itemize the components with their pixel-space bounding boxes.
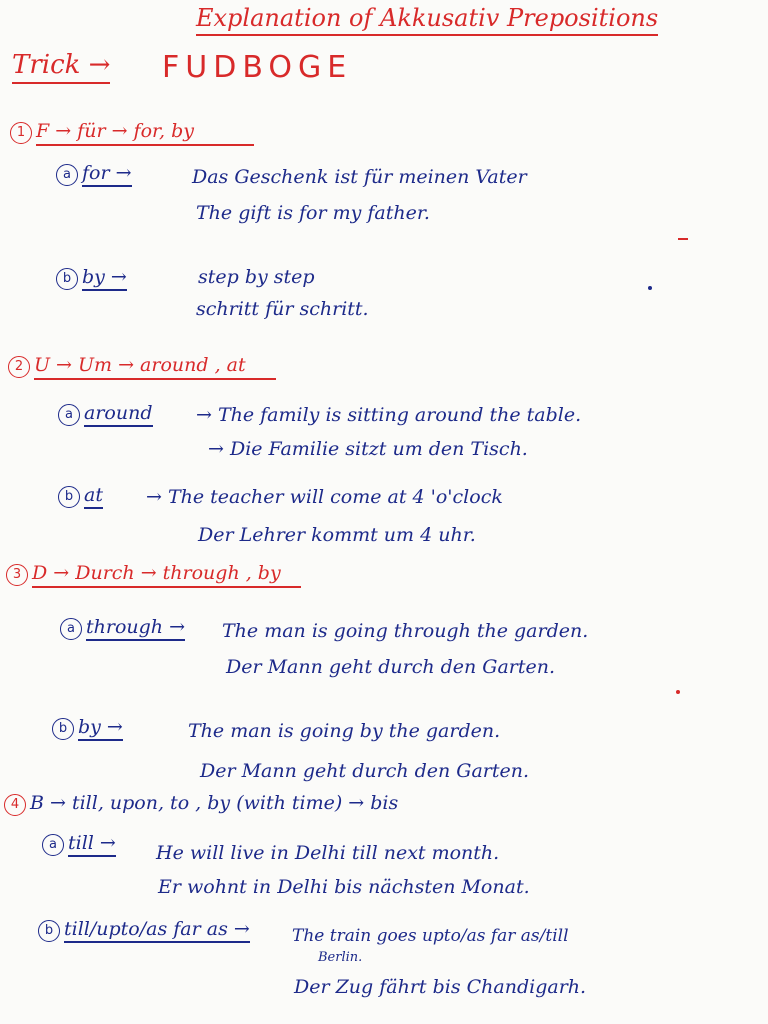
- section-3b-line-1: The man is going by the garden.: [188, 720, 501, 742]
- sub-mark: a: [42, 834, 64, 856]
- sub-label: around: [84, 402, 153, 427]
- section-1b-label: [56, 266, 127, 290]
- section-2a-line-2: → Die Familie sitzt um den Tisch.: [208, 438, 528, 460]
- section-4b-line-3: Der Zug fährt bis Chandigarh.: [294, 976, 587, 998]
- section-number: 4: [4, 794, 26, 816]
- section-4a-label: [42, 832, 116, 856]
- stray-dash: [678, 238, 688, 240]
- sub-label: till →: [68, 832, 116, 857]
- sub-label: by →: [78, 716, 123, 741]
- section-3b-line-2: Der Mann geht durch den Garten.: [200, 760, 530, 782]
- trick-word: FUDBOGE: [162, 50, 353, 85]
- section-2a-label: [58, 402, 153, 426]
- sub-mark: b: [58, 486, 80, 508]
- section-1a-label: [56, 162, 132, 186]
- page-title: Explanation of Akkusativ Prepositions: [196, 4, 658, 36]
- section-3a-line-1: The man is going through the garden.: [222, 620, 589, 642]
- section-3a-line-2: Der Mann geht durch den Garten.: [226, 656, 556, 678]
- section-1a-line-2: The gift is for my father.: [196, 202, 430, 224]
- section-number: 2: [8, 356, 30, 378]
- section-4b-line-1: [292, 926, 569, 946]
- section-1-heading: [10, 120, 254, 144]
- sub-mark: a: [60, 618, 82, 640]
- section-3-heading: [6, 562, 301, 586]
- sub-label: for →: [82, 162, 132, 187]
- sub-mark: a: [56, 164, 78, 186]
- sub-label: by →: [82, 266, 127, 291]
- section-4b-label: [38, 918, 250, 942]
- section-number: 3: [6, 564, 28, 586]
- heading-text: D → Durch → through , by: [32, 562, 301, 588]
- trick-label: Trick →: [12, 50, 110, 84]
- sub-label: through →: [86, 616, 185, 641]
- heading-text: F → für → for, by: [36, 120, 254, 146]
- stray-dot: [648, 286, 652, 290]
- stray-dot: [676, 690, 680, 694]
- line-text: The train goes upto/as far as/till: [292, 926, 569, 946]
- section-1b-line-2: schritt für schritt.: [196, 298, 369, 320]
- section-4a-line-2: Er wohnt in Delhi bis nächsten Monat.: [158, 876, 530, 898]
- section-1a-line-1: Das Geschenk ist für meinen Vater: [192, 166, 527, 188]
- section-number: 1: [10, 122, 32, 144]
- section-2b-label: [58, 484, 103, 508]
- sub-label: till/upto/as far as →: [64, 918, 250, 943]
- section-3a-label: [60, 616, 185, 640]
- heading-text: B → till, upon, to , by (with time) → bis: [30, 792, 399, 814]
- section-4-heading: [4, 792, 398, 816]
- sub-label: at: [84, 484, 103, 509]
- sub-mark: b: [38, 920, 60, 942]
- sub-mark: a: [58, 404, 80, 426]
- section-3b-label: [52, 716, 123, 740]
- section-2b-line-2: Der Lehrer kommt um 4 uhr.: [198, 524, 476, 546]
- heading-text: U → Um → around , at: [34, 354, 276, 380]
- section-2b-line-1: → The teacher will come at 4 'o'clock: [146, 486, 503, 508]
- sub-mark: b: [56, 268, 78, 290]
- section-2-heading: [8, 354, 276, 378]
- section-2a-line-1: → The family is sitting around the table.: [196, 404, 582, 426]
- section-1b-line-1: step by step: [198, 266, 315, 288]
- sub-mark: b: [52, 718, 74, 740]
- section-4a-line-1: He will live in Delhi till next month.: [156, 842, 500, 864]
- section-4b-line-2: Berlin.: [318, 950, 363, 965]
